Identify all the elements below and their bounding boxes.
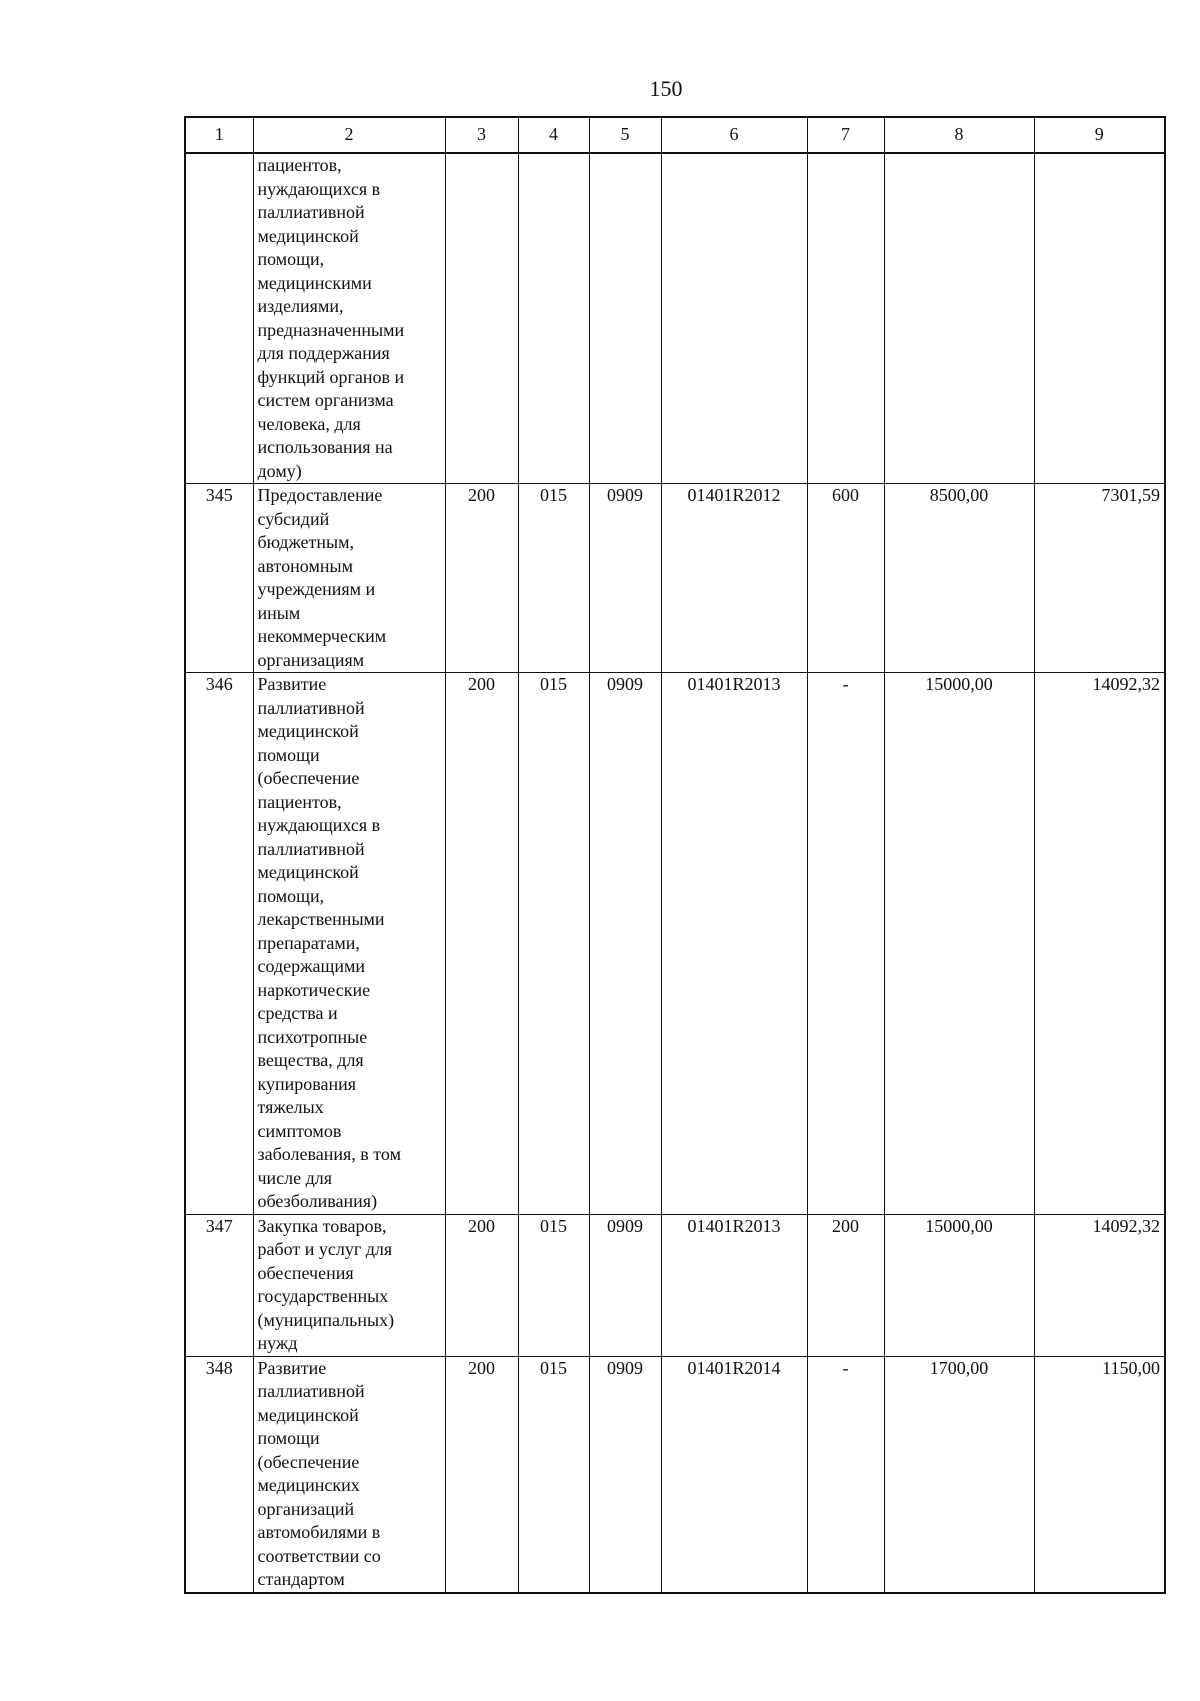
column-header-7: 7 <box>807 117 884 153</box>
cell-col4: 015 <box>518 1356 589 1593</box>
cell-col8: 15000,00 <box>884 673 1034 1215</box>
cell-col8: 8500,00 <box>884 484 1034 673</box>
cell-col5 <box>589 153 661 484</box>
cell-col8: 1700,00 <box>884 1356 1034 1593</box>
cell-col9 <box>1034 153 1165 484</box>
cell-col3: 200 <box>445 1356 518 1593</box>
cell-col6: 01401R2012 <box>661 484 807 673</box>
cell-col6: 01401R2014 <box>661 1356 807 1593</box>
cell-col4: 015 <box>518 1214 589 1356</box>
cell-col7: - <box>807 1356 884 1593</box>
cell-col8: 15000,00 <box>884 1214 1034 1356</box>
column-header-5: 5 <box>589 117 661 153</box>
item-name-text: Закупка товаров, работ и услуг для обеспечения государственных (муниципальных) нужд <box>257 1215 395 1353</box>
cell-col5: 0909 <box>589 1214 661 1356</box>
table-row <box>185 1356 1165 1593</box>
cell-col4: 015 <box>518 484 589 673</box>
cell-col5: 0909 <box>589 1356 661 1593</box>
column-header-1: 1 <box>185 117 253 153</box>
item-name <box>253 153 445 484</box>
item-name <box>253 1356 445 1593</box>
table-row <box>185 673 1165 1215</box>
cell-col7: 600 <box>807 484 884 673</box>
cell-col4: 015 <box>518 673 589 1215</box>
cell-col7 <box>807 153 884 484</box>
table-row <box>185 484 1165 673</box>
cell-col9: 14092,32 <box>1034 1214 1165 1356</box>
item-name-text: Развитие паллиативной медицинской помощи (обеспечение пациентов, нуждающихся в паллиативной медицинской помощи, лекарственными препаратами, содержащими наркотические средства и психотропные вещества, для купирования тяжелых симптомов заболевания, в том числе для обезболивания) <box>257 674 401 1211</box>
page-number: 150 <box>649 76 683 101</box>
cell-col3: 200 <box>445 484 518 673</box>
cell-col6: 01401R2013 <box>661 1214 807 1356</box>
cell-col9: 1150,00 <box>1034 1356 1165 1593</box>
item-name <box>253 1214 445 1356</box>
cell-col3: 200 <box>445 1214 518 1356</box>
item-name <box>253 484 445 673</box>
cell-col6: 01401R2013 <box>661 673 807 1215</box>
row-number: 346 <box>185 673 253 1215</box>
cell-col7: 200 <box>807 1214 884 1356</box>
cell-col4 <box>518 153 589 484</box>
column-header-9: 9 <box>1034 117 1165 153</box>
cell-col9: 7301,59 <box>1034 484 1165 673</box>
header-row <box>185 117 1165 153</box>
cell-col5: 0909 <box>589 673 661 1215</box>
column-header-6: 6 <box>661 117 807 153</box>
cell-col7: - <box>807 673 884 1215</box>
cell-col9: 14092,32 <box>1034 673 1165 1215</box>
column-header-2: 2 <box>253 117 445 153</box>
table-row <box>185 153 1165 484</box>
cell-col6 <box>661 153 807 484</box>
row-number <box>185 153 253 484</box>
item-name-text: Предоставление субсидий бюджетным, автономным учреждениям и иным некоммерческим организациям <box>257 485 387 670</box>
cell-col3 <box>445 153 518 484</box>
budget-table <box>184 116 1166 1594</box>
column-header-8: 8 <box>884 117 1034 153</box>
row-number: 345 <box>185 484 253 673</box>
cell-col8 <box>884 153 1034 484</box>
row-number: 347 <box>185 1214 253 1356</box>
item-name <box>253 673 445 1215</box>
item-name-text: пациентов, нуждающихся в паллиативной медицинской помощи, медицинскими изделиями, предназначенными для поддержания функций органов и систем организма человека, для использования на дому) <box>257 155 405 481</box>
cell-col5: 0909 <box>589 484 661 673</box>
cell-col3: 200 <box>445 673 518 1215</box>
column-header-4: 4 <box>518 117 589 153</box>
column-header-3: 3 <box>445 117 518 153</box>
row-number: 348 <box>185 1356 253 1593</box>
table-row <box>185 1214 1165 1356</box>
item-name-text: Развитие паллиативной медицинской помощи (обеспечение медицинских организаций автомобилями в соответствии со стандартом <box>257 1357 381 1589</box>
